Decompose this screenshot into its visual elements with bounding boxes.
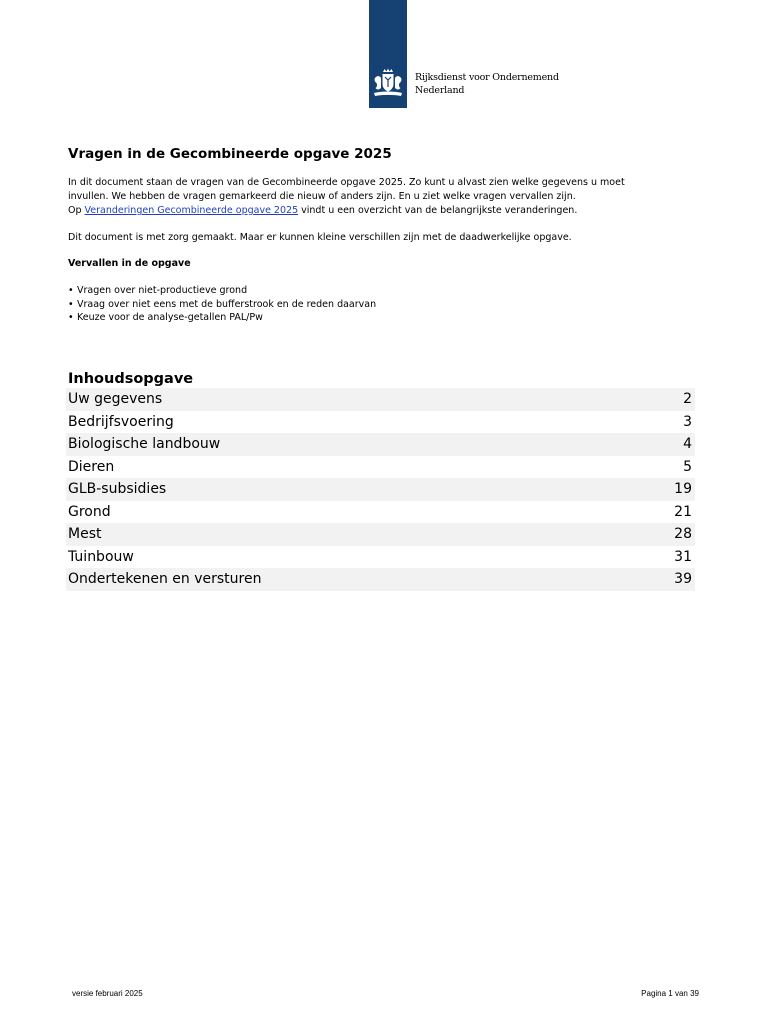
rijksoverheid-emblem-icon xyxy=(371,66,405,100)
logo-bar xyxy=(369,0,407,108)
toc-item-dieren[interactable] xyxy=(66,456,695,479)
toc-heading: Inhoudsopgave xyxy=(68,371,194,387)
toc-item-page: 5 xyxy=(683,458,692,475)
toc-item-label: Dieren xyxy=(68,458,115,475)
list-item: • Vraag over niet eens met de bufferstrook en de reden daarvan xyxy=(68,298,376,312)
toc-item-grond[interactable] xyxy=(66,501,695,524)
intro-line-3-suffix: vindt u een overzicht van de belangrijkste veranderingen. xyxy=(298,205,578,216)
toc-item-label: Biologische landbouw xyxy=(68,436,221,453)
toc-item-ondertekenen-en-versturen[interactable] xyxy=(66,568,695,591)
list-item: • Keuze voor de analyse-getallen PAL/Pw xyxy=(68,311,376,325)
intro-line-2: invullen. We hebben de vragen gemarkeerd die nieuw of anders zijn. En u ziet welke vragen vervallen zijn. xyxy=(68,191,576,202)
footer-pagination: Pagina 1 van 39 xyxy=(641,989,699,998)
toc-item-page: 4 xyxy=(683,436,692,453)
page-title: Vragen in de Gecombineerde opgave 2025 xyxy=(68,146,392,162)
toc-item-label: GLB-subsidies xyxy=(68,481,167,498)
toc-item-label: Tuinbouw xyxy=(68,548,134,565)
toc-item-page: 39 xyxy=(674,571,692,588)
org-name xyxy=(415,71,559,97)
toc-item-label: Uw gegevens xyxy=(68,391,163,408)
toc-item-bedrijfsvoering[interactable] xyxy=(66,411,695,434)
toc-item-page: 31 xyxy=(674,548,692,565)
intro-line-3-prefix: Op xyxy=(68,205,85,216)
removed-list xyxy=(68,284,376,325)
toc-item-page: 19 xyxy=(674,481,692,498)
toc-item-label: Grond xyxy=(68,503,111,520)
table-of-contents xyxy=(66,388,695,591)
org-name-line2: Nederland xyxy=(415,85,465,96)
toc-item-tuinbouw[interactable] xyxy=(66,546,695,569)
list-item: • Vragen over niet-productieve grond xyxy=(68,284,376,298)
toc-item-page: 2 xyxy=(683,391,692,408)
toc-item-label: Mest xyxy=(68,526,102,543)
toc-item-page: 21 xyxy=(674,503,692,520)
intro-line-3 xyxy=(68,204,708,218)
toc-item-label: Ondertekenen en versturen xyxy=(68,571,262,588)
toc-item-label: Bedrijfsvoering xyxy=(68,413,174,430)
org-name-line1: Rijksdienst voor Ondernemend xyxy=(415,72,559,83)
toc-item-uw-gegevens[interactable] xyxy=(66,388,695,411)
toc-item-biologische-landbouw[interactable] xyxy=(66,433,695,456)
disclaimer-text: Dit document is met zorg gemaakt. Maar er kunnen kleine verschillen zijn met de daadwerkelijke opgave. xyxy=(68,232,572,243)
toc-item-page: 3 xyxy=(683,413,692,430)
toc-item-mest[interactable] xyxy=(66,523,695,546)
removed-heading: Vervallen in de opgave xyxy=(68,258,191,269)
intro-line-1: In dit document staan de vragen van de Gecombineerde opgave 2025. Zo kunt u alvast zien welke gegevens u moet xyxy=(68,177,625,188)
footer-version: versie februari 2025 xyxy=(72,989,143,998)
toc-item-page: 28 xyxy=(674,526,692,543)
veranderingen-link[interactable]: Veranderingen Gecombineerde opgave 2025 xyxy=(84,205,299,216)
toc-item-glb-subsidies[interactable] xyxy=(66,478,695,501)
intro-paragraph xyxy=(68,176,708,218)
